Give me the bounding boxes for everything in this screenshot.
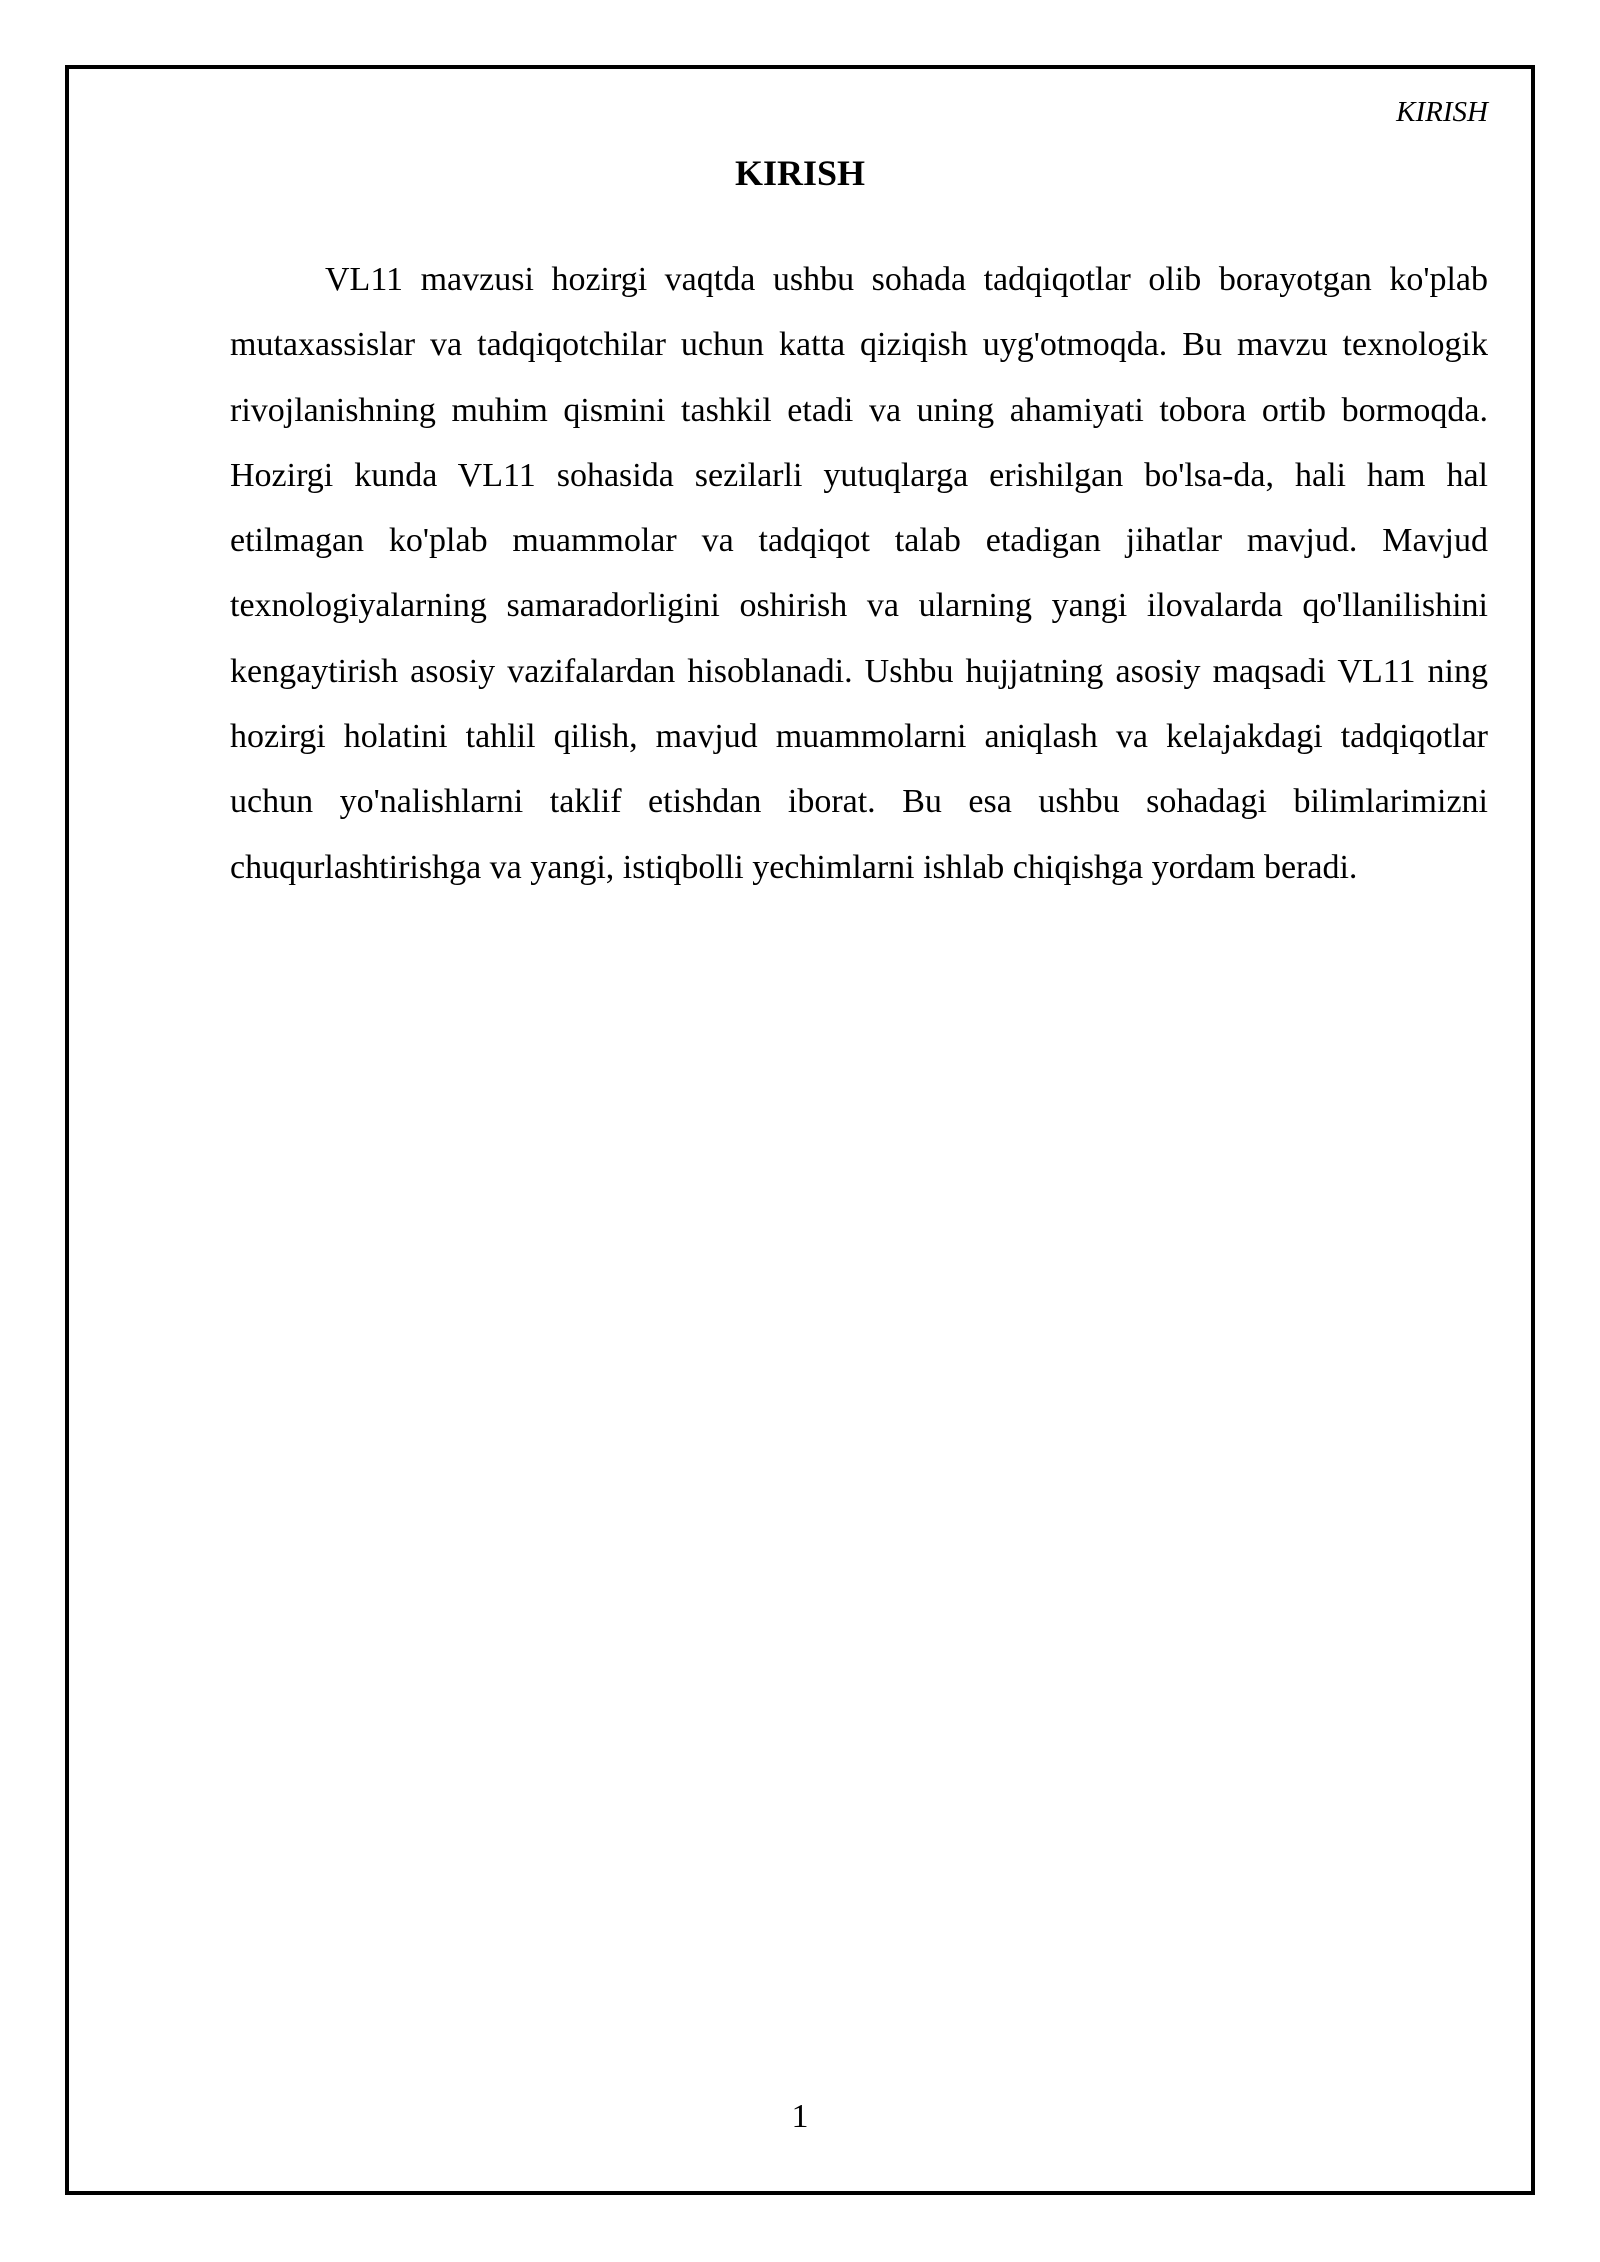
running-header: KIRISH: [1396, 96, 1488, 128]
page-title: KIRISH: [734, 153, 866, 193]
page-number: 1: [791, 2098, 809, 2135]
body-paragraph: VL11 mavzusi hozirgi vaqtda ushbu sohada tadqiqotlar olib borayotgan ko'plab mutaxassislar va tadqiqotchilar uchun katta qiziqish uyg'otmoqda. Bu mavzu texnologik rivojlanishning muhim qismini tashkil etadi va uning ahamiyati tobora ortib bormoqda. Hozirgi kunda VL11 sohasida sezilarli yutuqlarga erishilgan bo'lsa-da, hali ham hal etilmagan ko'plab muammolar va tadqiqot talab etadigan jihatlar mavjud. Mavjud texnologiyalarning samaradorligini oshirish va ularning yangi ilovalarda qo'llanilishini kengaytirish asosiy vazifalardan hisoblanadi. Ushbu hujjatning asosiy maqsadi VL11 ning hozirgi holatini tahlil qilish, mavjud muammolarni aniqlash va kelajakdagi tadqiqotlar uchun yo'nalishlarni taklif etishdan iborat. Bu esa ushbu sohadagi bilimlarimizni chuqurlashtirishga va yangi, istiqbolli yechimlarni ishlab chiqishga yordam beradi.: [230, 261, 1488, 886]
